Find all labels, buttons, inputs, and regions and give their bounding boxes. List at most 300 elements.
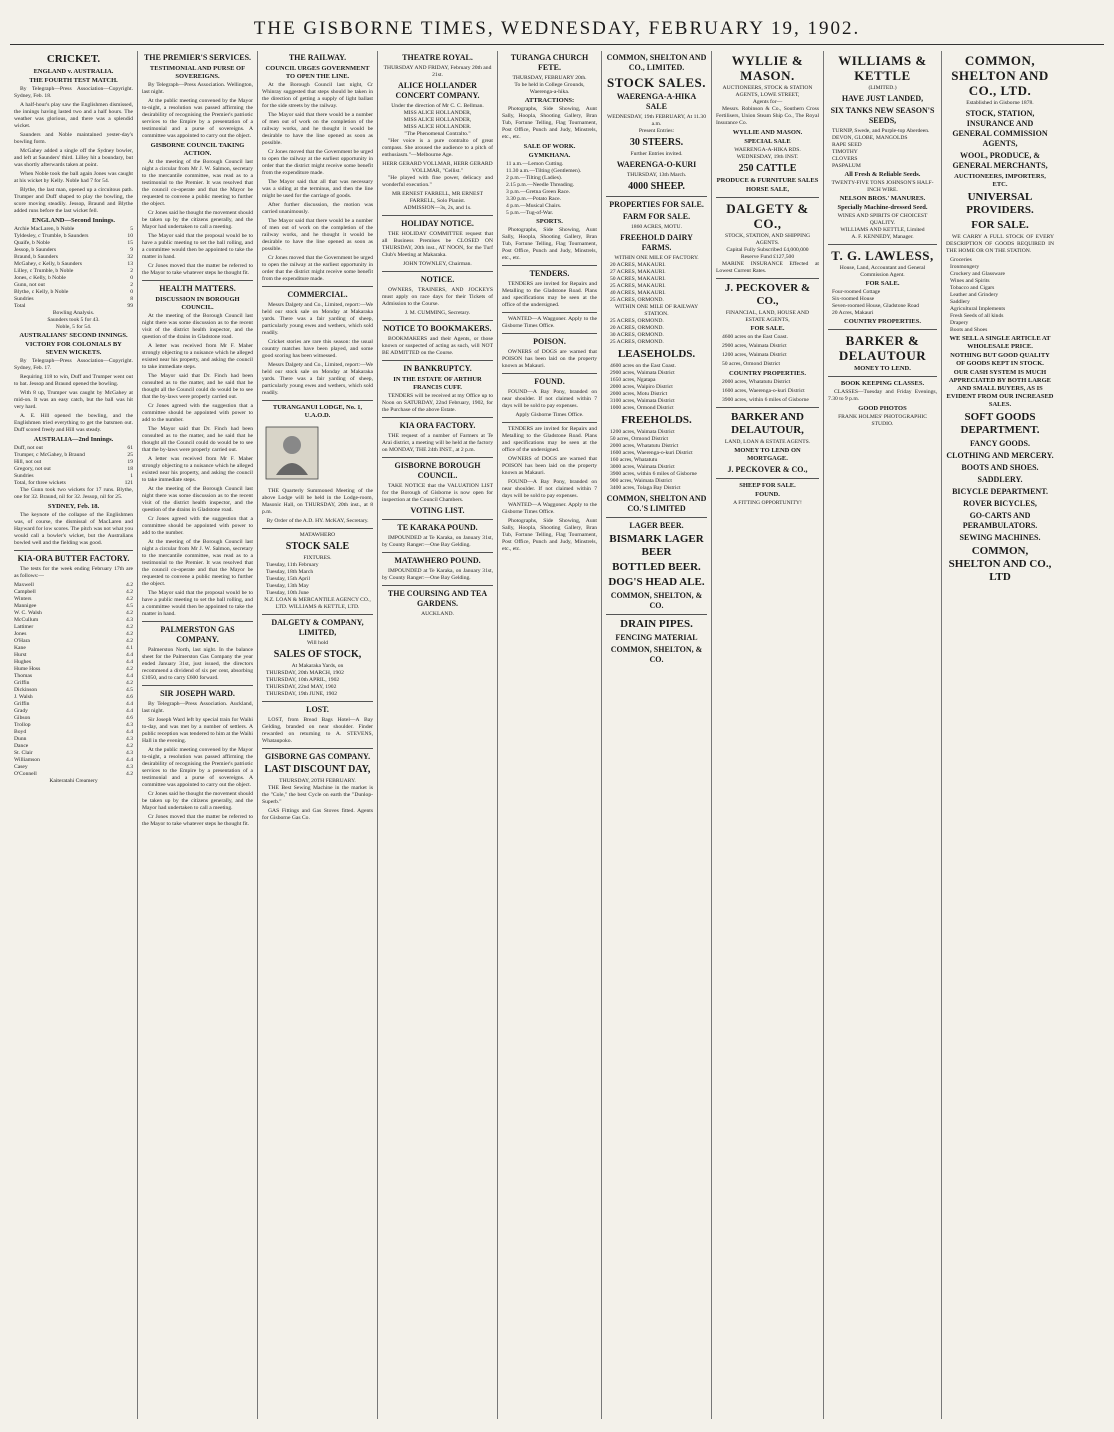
fixture-date: Tuesday, 11th February (266, 562, 319, 568)
test-row: Griffin 4.2 (14, 680, 133, 686)
health-subheading: DISCUSSION IN BOROUGH COUNCIL. (155, 296, 240, 311)
last-discount-date: THURSDAY, 20TH FEBRUARY. (279, 778, 356, 784)
test-row: Winters 4.2 (14, 596, 133, 602)
council-paragraph: Cr Jones said he thought the movement should be taken up by the citizens generally, and the Mayor had undertaken to call a meeting. (142, 210, 253, 230)
score-row: Hill, not out 19 (14, 459, 133, 465)
wool-heading: WOOL, PRODUCE, & GENERAL MERCHANTS, (952, 151, 1048, 170)
sale-date: WEDNESDAY, 19th FEBRUARY, At 11.30 a.m. (607, 114, 706, 127)
company-heading: ALICE HOLLANDER CONCERT COMPANY. (395, 81, 480, 100)
council-paragraph: At the meeting of the Borough Council last night a circular from Mr J. W. Salmon, secretary to the mercantile committee, was read as to a testimonial to the Premier. It was resolved that the council co-operate and that the Mayor be requested to convene a public meeting to further the object. (142, 159, 253, 207)
railway-heading: THE RAILWAY. (288, 53, 347, 62)
score-row: Archie MacLaren, b Noble 5 (14, 226, 133, 232)
health-paragraph: At the meeting of the Borough Council last night a circular from Mr J. W. Salmon, secretary to the mercantile committee, was read as to a testimonial to the Premier. It was resolved that the council co-operate and that the Mayor be requested to convene a public meeting to further the object. (142, 539, 253, 587)
dalgety-subheading: Will hold (306, 640, 329, 646)
cricket-paragraph: The keynote of the collapse of the Englishmen was, of course, the dismissal of MacLaren and Hayward for low scores. The pitch was not what you would call a bowler's wicket, but the Australians bowled well and the fielding was good. (14, 512, 133, 546)
karaka-pound-heading: TE KARAKA POUND. (397, 523, 478, 532)
matawhero-heading: MATAWHERO (299, 532, 336, 538)
single-article-line: WE SELL A SINGLE ARTICLE AT WHOLESALE PRICE. (949, 335, 1051, 350)
stock-sale-heading: STOCK SALE (285, 541, 350, 552)
innings-heading: ENGLAND—Second Innings. (31, 217, 116, 224)
seed-item: TURNIP, Swede, and Purple-top Aberdeen. (832, 128, 930, 134)
lodge-notice: THE Quarterly Summoned Meeting of the above Lodge will be held in the Lodge-room, Masonic Hall, on THURSDAY, 20th inst., at 8 p.m. (262, 488, 373, 515)
test-row: W. C. Walsh 4.2 (14, 610, 133, 616)
railway-paragraph: Cr Jones moved that the Government be urged to open the railway at the earliest opportunity in order that the district might receive some benefit from the expenditure made. (262, 149, 373, 176)
poison-heading: POISON. (533, 337, 566, 346)
test-row: Griffin 4.4 (14, 701, 133, 707)
holiday-notice: THE HOLIDAY COMMITTEE request that all Business Premises be CLOSED ON THURSDAY, 20th inst., AT NOON, for the Turf Club's Meeting at Makaraka. (382, 231, 493, 258)
seed-item: PASPALUM (832, 163, 861, 169)
agents-label: Agents for— (752, 99, 783, 105)
bowling-line: Saunders took 5 for 43. (47, 317, 100, 323)
fixture-date: Tuesday, 15th April (266, 576, 311, 582)
commercial-heading: COMMERCIAL. (287, 290, 348, 299)
score-row: Tyldesley, c Trumble, b Saunders 10 (14, 233, 133, 239)
test-row: Williamson 4.4 (14, 757, 133, 763)
performer-name: MISS ALICE HOLLANDER, (403, 110, 472, 116)
lawless-list (828, 289, 937, 317)
dalgety-heading: DALGETY & CO., (726, 201, 809, 231)
barker-heading: BARKER & DELAUTOUR (838, 333, 927, 363)
fete-heading: TURANGA CHURCH FETE. (510, 53, 589, 72)
acres-item: 25 ACRES, ORMOND. (610, 339, 664, 345)
lease-item: 2900 acres, Waimata District (610, 370, 675, 376)
property-paragraph: 4600 acres on the East Coast. (722, 334, 788, 340)
australia-scorecard (14, 445, 133, 487)
performer-name: MISS ALICE HOLLANDER. (403, 124, 472, 130)
score-row: Sundries 1 (14, 473, 133, 479)
test-row: Dickinson 4.5 (14, 687, 133, 693)
acres-item: 25 ACRES, MAKAURI. (610, 283, 666, 289)
victory-heading: VICTORY FOR COLONIALS BY SEVEN WICKETS. (25, 341, 122, 356)
property-paragraph: 1200 acres, Waimata District (722, 352, 787, 358)
stock-sales-heading: STOCK SALES. (607, 75, 706, 90)
properties-heading: PROPERTIES FOR SALE. (609, 200, 704, 209)
test-row: Grady 4.4 (14, 708, 133, 714)
saddlery-heading: SADDLERY. (977, 475, 1023, 484)
cricket-paragraph: With 8 up, Trumper was caught by McGahey at mid-on. It was an easy catch, but the ball was hit very hard. (14, 390, 133, 410)
premier-subheading: TESTIMONIAL AND PURSE OF SOVEREIGNS. (149, 65, 246, 80)
australian-innings-heading: AUSTRALIANS' SECOND INNINGS. (19, 332, 128, 339)
poison-notice: OWNERS of DOGS are warned that POISON has been laid on the property known as Makauri. (502, 456, 597, 476)
sales-heading: SALES OF STOCK, (273, 649, 362, 660)
goods-item: Groceries (950, 257, 972, 263)
seeds-heading: SIX TANKS NEW SEASON'S SEEDS, (830, 106, 935, 125)
test-row: Lattimer 4.2 (14, 624, 133, 630)
cricket-paragraph: McGahey added a single off the Sydney bowler, and left at Saunders' third. Lilley hit a boundary, but was shortly afterwards taken at point. (14, 148, 133, 168)
property-item: Six-roomed House (832, 296, 875, 302)
universal-heading: UNIVERSAL PROVIDERS. (966, 191, 1034, 216)
column-common-shelton-ltd (942, 51, 1058, 1419)
attractions-text: Photographs, Side Showing, Aunt Sally, Hoopla, Shooting Gallery, Bran Tub, Fortune Telling, Flag Tournament, Post Office, Punch and Judy, Minstrels, etc., etc. (502, 227, 597, 261)
test-row: Maxwell 4.2 (14, 582, 133, 588)
test-row: Dunn 4.3 (14, 736, 133, 742)
cricket-paragraph: Requiring 118 to win, Duff and Trumper went out to bat. Jessop and Braund opened the bowling. (14, 374, 133, 387)
acres-item: 20 ACRES, MAKAURI. (610, 262, 666, 268)
freehold-item: 1600 acres, Waerenga-o-kuri District (610, 450, 693, 456)
cricket-paragraph: Blythe, the last man, opened up a circuitous path. Trumper and Duff shaped to play the bowling, the score moving steadily. Jessop, Braund and Blythe added runs before the last wicket fell. (14, 187, 133, 214)
health-heading: HEALTH MATTERS. (159, 284, 236, 293)
freehold-list (606, 429, 707, 492)
property-item: 20 Acres, Makauri (832, 310, 874, 316)
agents-line: N.Z. LOAN & MERCANTILE AGENCY CO., LTD. WILLIAMS & KETTLE, LTD. (264, 597, 371, 610)
acres-item: 30 ACRES, ORMOND. (610, 332, 664, 338)
peckover-heading: J. PECKOVER & CO., (724, 282, 811, 307)
event-item: 11.30 a.m.—Tilting (Gentlemen). (506, 168, 582, 174)
farm-acres: 1860 ACRES, MOTU. (631, 224, 682, 230)
column-church-fete (498, 51, 602, 1419)
property-paragraph: 2000 acres, Whatatutu District (722, 379, 791, 385)
health-paragraph: The Mayor said that Dr. Finch had been consulted as to the matter, and he said that he thought all the Council could do would be to see that the by-laws were properly carried out. (142, 426, 253, 453)
borough-heading: GISBORNE BOROUGH COUNCIL. (394, 461, 481, 480)
acres-item: 50 ACRES, MAKAURI. (610, 276, 666, 282)
freehold-item: 3000 acres, Waimata District (610, 464, 675, 470)
review-quote: "He played with fine power, delicacy and wonderful execution." (382, 175, 493, 188)
company-footer: COMMON, SHELTON, & CO. (610, 645, 703, 664)
freehold-item: 160 acres, Whatatutu (610, 457, 658, 463)
bankruptcy-notice: TENDERS will be received at my Office up to Noon on SATURDAY, 22nd February, 1902, for the Purchase of the above Estate. (382, 393, 493, 413)
column-common-shelton (602, 51, 712, 1419)
sheep-line: 4000 SHEEP. (628, 181, 685, 192)
score-row: Blythe, c Kelly, b Noble 0 (14, 289, 133, 295)
auctioneers-line: AUCTIONEERS, IMPORTERS, ETC. (954, 173, 1046, 188)
insurance-line: MARINE INSURANCE Effected at Lowest Current Rates. (716, 261, 819, 274)
gymkhana-heading: GYMKHANA. (528, 152, 571, 159)
lease-item: 4600 acres on the East Coast. (610, 363, 676, 369)
tenders-notice: TENDERS are invited for Repairs and Metalling to the Gladstone Road. Plans and specifications may be seen at the office of the undersigned. (502, 426, 597, 453)
holiday-signature: JOHN TOWNLEY, Chairman. (403, 261, 472, 267)
seed-item: DEVON, GLOBE, MANGOLDS (832, 135, 908, 141)
valuation-notice: TAKE NOTICE that the VALUATION LIST for the Borough of Gisborne is now open for inspection at the Council Chambers. (382, 483, 493, 503)
lodge-emblem-image (262, 425, 322, 481)
column-railway (258, 51, 378, 1419)
theatre-dates: THURSDAY AND FRIDAY, February 20th and 21st. (383, 65, 492, 78)
sale-date: THURSDAY, 13th March. (626, 172, 687, 178)
score-total: Total 99 (14, 303, 133, 309)
found-heading: FOUND. (534, 377, 565, 386)
attractions-text: Photographs, Side Showing, Aunt Sally, Hoopla, Shooting Gallery, Bran Tub, Fortune Telling, Flag Tournament, Post Office, Punch and Judy, Minstrels, etc., etc. (502, 518, 597, 552)
fencing-heading: FENCING MATERIAL (615, 633, 698, 642)
column-williams-kettle (824, 51, 942, 1419)
score-row: Sundries 8 (14, 296, 133, 302)
pianist-line: MR ERNEST FARRELL, MR ERNEST FARRELL, Solo Pianist. (391, 191, 483, 204)
notice-heading: NOTICE. (420, 275, 455, 284)
railway-paragraph: The Mayor said that there would be a number of men out of work on the completion of the railway works, and he thought it would be desirable to have the line opened as soon as possible. (262, 112, 373, 146)
gas-heading: GISBORNE GAS COMPANY. (264, 752, 371, 761)
test-row: J. Walsh 4.6 (14, 694, 133, 700)
railway-paragraph: At the Borough Council last night, Cr Whinray suggested that steps should be taken in the direction of getting a supply of light ballast for the side streets by the railway. (262, 82, 373, 109)
money-heading: MONEY TO LEND ON MORTGAGE. (734, 447, 801, 462)
score-row: Gregory, not out 18 (14, 466, 133, 472)
event-item: 4 p.m.—Musical Chairs. (506, 203, 562, 209)
test-row: O'Connell 4.2 (14, 771, 133, 777)
studio-line: FRANK HOLMES' PHOTOGRAPHIC STUDIO. (838, 414, 927, 427)
property-paragraph: 2900 acres, Waimata District (722, 343, 787, 349)
test-row: O'Hara 4.2 (14, 638, 133, 644)
acres-item: 27 ACRES, MAKAURI. (610, 269, 666, 275)
railway-subheading: COUNCIL URGES GOVERNMENT TO OPEN THE LINE. (265, 65, 370, 80)
test-row: Casey 4.3 (14, 764, 133, 770)
property-paragraph: 1600 acres, Waerenga-o-kuri District (722, 388, 805, 394)
test-row: Thomas 4.4 (14, 673, 133, 679)
kiaora-footer: Kaiteratahi Creamery (49, 778, 98, 784)
wyllie-heading: WYLLIE & MASON. (731, 53, 804, 83)
event-item: 2 p.m.—Tilting (Ladies). (506, 175, 563, 181)
gisborne-council-heading: GISBORNE COUNCIL TAKING ACTION. (150, 142, 245, 157)
kiaora-intro: The tests for the week ending February 17th are as follows:— (14, 566, 133, 579)
commercial-paragraph: Messrs Dalgety and Co., Limited, report:—We held our stock sale on Monday at Makaraka yards. There was a fair yarding of sheep, particularly young ewes and wethers, which sold readily. (262, 362, 373, 396)
lease-item: 1650 acres, Ngatapa (610, 377, 656, 383)
test-heading: THE FOURTH TEST MATCH. (29, 77, 118, 84)
test-row: St. Clair 4.3 (14, 750, 133, 756)
dateline: SYDNEY, Feb. 18. (47, 503, 100, 510)
commercial-paragraph: Cricket stories are rare this season: the usual country matches have been played, and some good scoring has been witnessed. (262, 339, 373, 359)
council-paragraph: The Mayor said that the proposal would be to have a public meeting to set the ball rolling, and a committee would then be appointed to take the matter in hand. (142, 233, 253, 260)
produce-heading: PRODUCE & FURNITURE SALES (716, 177, 819, 184)
lawless-heading: T. G. LAWLESS, (831, 248, 934, 263)
company-footer: COMMON, SHELTON AND CO., LTD (948, 545, 1052, 583)
cash-system-line: OUR CASH SYSTEM IS MUCH APPRECIATED BY BOTH LARGE AND SMALL BUYERS, AS IS EVIDENT FROM OUR INCREASED SALES. (946, 369, 1054, 408)
owners-notice: OWNERS, TRAINERS, AND JOCKEYS must apply on race days for their Tickets of Admission to the Course. (382, 287, 493, 307)
commercial-paragraph: Messrs Dalgety and Co., Limited, report:—We held our stock sale on Monday at Makaraka yards. There was a fair yarding of sheep, particularly young ewes and wethers, which sold readily. (262, 302, 373, 336)
ward-heading: SIR JOSEPH WARD. (160, 689, 235, 698)
health-paragraph: At the meeting of the Borough Council last night there was some discussion as to the recent visit of the district health inspector, and the question of the drains in Gladstone road. (142, 313, 253, 340)
sale-date: THURSDAY, 22nd MAY, 1902 (266, 684, 337, 690)
drain-pipes-heading: DRAIN PIPES. (620, 618, 693, 630)
goods-item: Crockery and Glassware (950, 271, 1005, 277)
railway-paragraph: Cr Jones moved that the Government be urged to open the railway at the earliest opportunity in order that the district might receive some benefit from the expenditure made. (262, 255, 373, 282)
score-row: Braund, b Saunders 32 (14, 254, 133, 260)
limited-line: (LIMITED.) (868, 85, 897, 91)
goods-item: Drapery (950, 320, 969, 326)
wm-line: WYLLIE AND MASON. (732, 129, 803, 136)
nelson-line: NELSON BROS.' MANURES. (839, 195, 926, 202)
performer-name: MISS ALICE HOLLANDER, (403, 117, 472, 123)
stock-notice: WE CARRY A FULL STOCK OF EVERY DESCRIPTION OF GOODS REQUIRED IN THE HOME OR ON THE STATION. (946, 234, 1054, 254)
acres-item: 25 ACRES, ORMOND. (610, 297, 664, 303)
williams-heading: WILLIAMS & KETTLE (838, 53, 927, 83)
acres-item: 25 ACRES, ORMOND. (610, 318, 664, 324)
lawless-subheading: House, Land, Accountant and General Commission Agent. (839, 265, 926, 278)
go-carts-heading: GO-CARTS AND PERAMBULATORS. (962, 511, 1038, 530)
test-row: McCullum 4.3 (14, 617, 133, 623)
test-row: Mannigee 4.5 (14, 603, 133, 609)
clothing-heading: CLOTHING AND MERCERY. (946, 451, 1054, 460)
lodge-heading: TURANGANUI LODGE, No. 1, U.A.O.D. (272, 404, 363, 419)
horse-heading: HORSE SALE, (746, 186, 789, 193)
tenders-heading: TENDERS. (529, 269, 570, 278)
bottled-beer-heading: BOTTLED BEER. (612, 561, 701, 573)
goods-list (946, 257, 1054, 334)
country-heading: COUNTRY PROPERTIES. (844, 318, 921, 325)
score-row: Quaife, b Noble 15 (14, 240, 133, 246)
fixtures-list (262, 562, 373, 597)
fixture-date: Tuesday, 10th June (266, 590, 309, 596)
found-heading: FOUND. (755, 491, 780, 498)
test-row: Boyd 4.4 (14, 729, 133, 735)
railway-paragraph: The Mayor said that there would be a number of men out of work on the completion of the railway works, and he thought it would be desirable to have the line opened as soon as possible. (262, 218, 373, 252)
sale-dates (262, 670, 373, 698)
for-sale-heading: FOR SALE. (971, 219, 1029, 231)
health-paragraph: Cr Jones agreed with the suggestion that a committee should be appointed with power to add to the number. (142, 403, 253, 423)
photos-heading: GOOD PHOTOS (858, 405, 907, 412)
kiaora-test-list (14, 582, 133, 778)
cricket-heading: CRICKET. (46, 53, 101, 65)
cricket-paragraph: Saunders and Noble maintained yester-day's bowling form. (14, 132, 133, 145)
reserve-line: Reserve Fund £127,500 (740, 254, 795, 260)
event-item: 2.15 p.m.—Needle Threading. (506, 182, 575, 188)
capital-line: Capital Fully Subscribed £4,000,000 (726, 247, 809, 253)
event-item: 11 a.m.—Lemon Cutting. (506, 161, 564, 167)
gymkhana-events (502, 161, 597, 217)
score-row: McGahey, c Kelly, b Saunders 13 (14, 261, 133, 267)
health-paragraph: The Mayor said that Dr. Finch had been consulted as to the matter, and he said that he thought all the Council could do would be to see that the by-laws were properly carried out. (142, 373, 253, 400)
masthead: THE GISBORNE TIMES, WEDNESDAY, FEBRUARY 19, 1902. (10, 14, 1104, 45)
wk-signature: WILLIAMS AND KETTLE, Limited (840, 227, 925, 233)
test-row: Hume Hoss 4.2 (14, 666, 133, 672)
railway-paragraph: The Mayor said that all that was necessary was a siding at the terminus, and then the line might be used for the carriage of goods. (262, 179, 373, 199)
event-item: 3 p.m.—Gretna Green Race. (506, 189, 570, 195)
goods-item: Wines and Spirits (950, 278, 990, 284)
wednesday-line: WEDNESDAY, 19th INST. (736, 154, 799, 160)
column-theatre (378, 51, 498, 1419)
direction-line: Under the direction of Mr C. C. Bellman. (391, 103, 484, 109)
bookmakers-heading: NOTICE TO BOOKMAKERS. (383, 324, 492, 333)
sale-date: THURSDAY, 10th APRIL, 1902 (266, 677, 340, 683)
found-notice: FOUND—A Bay Pony, branded on near shoulder. If not claimed within 7 days will be sold to pay expenses. (502, 389, 597, 409)
attractions-text: Photographs, Side Showing, Aunt Sally, Hoopla, Shooting Gallery, Bran Tub, Fortune Telling, Flag Tournament, Post Office, Punch and Judy, Minstrels, etc., etc. (502, 106, 597, 140)
telegraph-line: By Telegraph—Press Association—Copyright. Sydney, Feb. 17. (14, 358, 133, 371)
goods-item: Boots and Shoes (950, 327, 988, 333)
further-entries: Further Entries invited. (630, 151, 683, 157)
wire-line: TWENTY-FIVE TONS JOHNSON'S HALF-INCH WIRE. (831, 180, 934, 193)
health-paragraph: A letter was received from Mr F. Maher strongly objecting to a nuisance which he alleged existed near his property, and asking the council to take immediate steps. (142, 343, 253, 370)
review-quote: "Her voice is a pure contralto of great compass. She aroused the audience to a pitch of enthusiasm."—Melbourne Age. (382, 138, 493, 158)
bowling-heading: Bowling Analysis. (52, 310, 95, 316)
health-paragraph: At the meeting of the Borough Council last night there was some discussion as to the recent visit of the district health inspector, and the question of the drains in Gladstone road. (142, 486, 253, 513)
wines-line: WINES AND SPIRITS OF CHOICEST QUALITY. (837, 213, 928, 226)
cricket-paragraph: When Noble took the ball again Jones was caught at his wicket by Kelly. Noble had 7 for 54. (14, 171, 133, 184)
property-paragraph: 50 acres, Ormond District (722, 361, 781, 367)
fancy-goods-heading: FANCY GOODS. (970, 439, 1030, 448)
coursing-heading: THE COURSING AND TEA GARDENS. (387, 589, 488, 608)
telegraph-line: By Telegraph—Press Association. Auckland, last night. (142, 701, 253, 714)
country-heading: COUNTRY PROPERTIES. (729, 370, 806, 377)
test-row: Gibson 4.6 (14, 715, 133, 721)
bowling-line: Noble, 5 for 54. (55, 324, 92, 330)
test-row: Kane 4.1 (14, 645, 133, 651)
property-paragraph: 3900 acres, within 6 miles of Gisborne (722, 397, 809, 403)
dalgety-subheading: STOCK, STATION, AND SHIPPING AGENTS. (724, 233, 811, 246)
sewing-notice: THE Best Sewing Machine in the market is the "Cole," the best Cycle on earth the "Dunlop-Superb." (262, 785, 373, 805)
score-row: Duff, not out 61 (14, 445, 133, 451)
entries-line: Present Entries: (638, 128, 675, 134)
landed-heading: HAVE JUST LANDED, (841, 94, 924, 103)
waerenga-sale-heading: WAERENGA-A-HIKA SALE (616, 92, 697, 111)
health-paragraph: The Mayor said that the proposal would be to have a public meeting to set the ball rolling, and a committee would then be appointed to take the matter in hand. (142, 590, 253, 617)
telegraph-line: By Telegraph—Press Association—Copyright. Sydney, Feb. 18. (14, 86, 133, 99)
council-paragraph: Cr Jones moved that the matter be referred to the Mayor to take whatever steps he thought fit. (142, 263, 253, 276)
column-cricket (10, 51, 138, 1419)
bankruptcy-heading: IN BANKRUPTCY. (403, 364, 472, 373)
sewing-heading: SEWING MACHINES. (959, 533, 1041, 542)
peckover-subheading: FINANCIAL, LAND, HOUSE AND ESTATE AGENTS, (725, 310, 810, 323)
matawhero-pound-heading: MATAWHERO POUND. (394, 556, 481, 565)
soft-goods-heading: SOFT GOODS DEPARTMENT. (960, 411, 1040, 436)
telegraph-line: By Telegraph—Press Association. Wellington, last night. (142, 82, 253, 95)
sales-place: At Makaraka Yards, on (291, 663, 344, 669)
fixtures-heading: FIXTURES. (303, 555, 332, 561)
poison-notice: OWNERS of DOGS are warned that POISON has been laid on the property known as Makauri. (502, 349, 597, 369)
peckover-footer: J. PECKOVER & CO., (727, 465, 808, 474)
acres-list (606, 318, 707, 346)
bankruptcy-subheading: IN THE ESTATE OF ARTHUR FRANCIS CUFF. (393, 376, 482, 391)
for-sale-heading: FOR SALE. (865, 280, 900, 287)
ward-paragraph: At the public meeting convened by the Mayor to-night, a resolution was passed affirming the desirability of recognising the Premier's patriotic services to the Empire by a presentation of a testimonial and a purse of sovereigns. A committee was appointed to carry out the object. (142, 747, 253, 788)
company-heading: COMMON, SHELTON AND CO., LIMITED. (606, 53, 707, 72)
acres-item: 40 ACRES, MAKAURI. (610, 290, 666, 296)
gas-notice: GAS Fittings and Gas Stoves fitted. Agents for Gisborne Gas Co. (262, 808, 373, 821)
for-sale-heading: FOR SALE. (750, 325, 785, 332)
wanted-notice: WANTED—A Waggoner. Apply to the Gisborne Times Office. (502, 316, 597, 329)
premier-heading: THE PREMIER'S SERVICES. (143, 53, 252, 62)
waerenga-line: WAERENGA-A-HIKA RDS. (734, 147, 801, 153)
company-footer: COMMON, SHELTON AND CO.'S LIMITED (606, 494, 707, 513)
sheep-heading: SHEEP FOR SALE. (739, 482, 796, 489)
company-footer: COMMON, SHELTON, & CO. (610, 591, 703, 610)
event-item: 5 p.m.—Tug-of-War. (506, 210, 554, 216)
holiday-heading: HOLIDAY NOTICE. (401, 219, 474, 228)
cattle-line: 250 CATTLE (738, 163, 797, 174)
australia-innings-heading: AUSTRALIA—2nd Innings. (33, 436, 114, 443)
property-item: Four-roomed Cottage (832, 289, 881, 295)
fete-date: THURSDAY, FEBRUARY 20th. (512, 75, 587, 81)
test-row: Campbell 4.2 (14, 589, 133, 595)
score-row: Gunn, not out 2 (14, 282, 133, 288)
column-premier (138, 51, 258, 1419)
test-row: Hughes 4.4 (14, 659, 133, 665)
kiaora-factory-heading: KIA ORA FACTORY. (399, 421, 476, 430)
lodge-signature: By Order of the A.D. HY. McKAY, Secretary. (266, 518, 369, 524)
books-heading: BOOK KEEPING CLASSES. (840, 380, 925, 387)
railway-paragraph: After further discussion, the motion was carried unanimously. (262, 202, 373, 215)
special-line: Specially Machine-dressed Seed. (837, 204, 928, 211)
freehold-item: 3900 acres, within 6 miles of Gisborne (610, 471, 697, 477)
barker-subheading: LAND, LOAN & ESTATE AGENTS. (724, 439, 811, 445)
barker-heading: BARKER AND DELAUTOUR, (730, 411, 805, 436)
within-railway: WITHIN ONE MILE OF RAILWAY STATION. (614, 304, 699, 317)
notice-signature: J. M. CUMMING, Secretary. (404, 310, 471, 316)
fitting-line: A FITTING OPPORTUNITY! (733, 500, 802, 506)
last-discount-heading: LAST DISCOUNT DAY, (264, 764, 371, 775)
goods-item: Agricultural Implements (950, 306, 1006, 312)
dogs-head-heading: DOG'S HEAD ALE. (608, 576, 705, 588)
special-sale: SPECIAL SALE (744, 138, 791, 145)
freeholds-heading: FREEHOLDS. (621, 414, 692, 426)
voting-heading: VOTING LIST. (410, 506, 465, 515)
lease-item: 1000 acres, Ormond District (610, 405, 674, 411)
wyllie-subheading: AUCTIONEERS, STOCK & STATION AGENTS, LOWE STREET, (722, 85, 813, 98)
palmerston-heading: PALMERSTON GAS COMPANY. (160, 625, 235, 644)
test-row: Dance 4.2 (14, 743, 133, 749)
ward-paragraph: Cr Jones said he thought the movement should be taken up by the citizens generally, and the Mayor had undertaken to call a meeting. (142, 791, 253, 811)
freehold-item: 2000 acres, Whatatutu District (610, 443, 679, 449)
test-row: Jones 4.2 (14, 631, 133, 637)
freehold-heading: FREEHOLD DAIRY FARMS. (620, 233, 693, 252)
acres-item: 20 ACRES, ORMOND. (610, 325, 664, 331)
sale-date: THURSDAY, 19th JUNE, 1902 (266, 691, 338, 697)
lease-item: 2000 acres, Waipiro District (610, 384, 673, 390)
premier-paragraph: At the public meeting convened by the Mayor to-night, a resolution was passed affirming the desirability of recognising the Premier's patriotic services to the Empire by a presentation of a testimonial and a purse of sovereigns. A committee was appointed to carry out the object. (142, 98, 253, 139)
